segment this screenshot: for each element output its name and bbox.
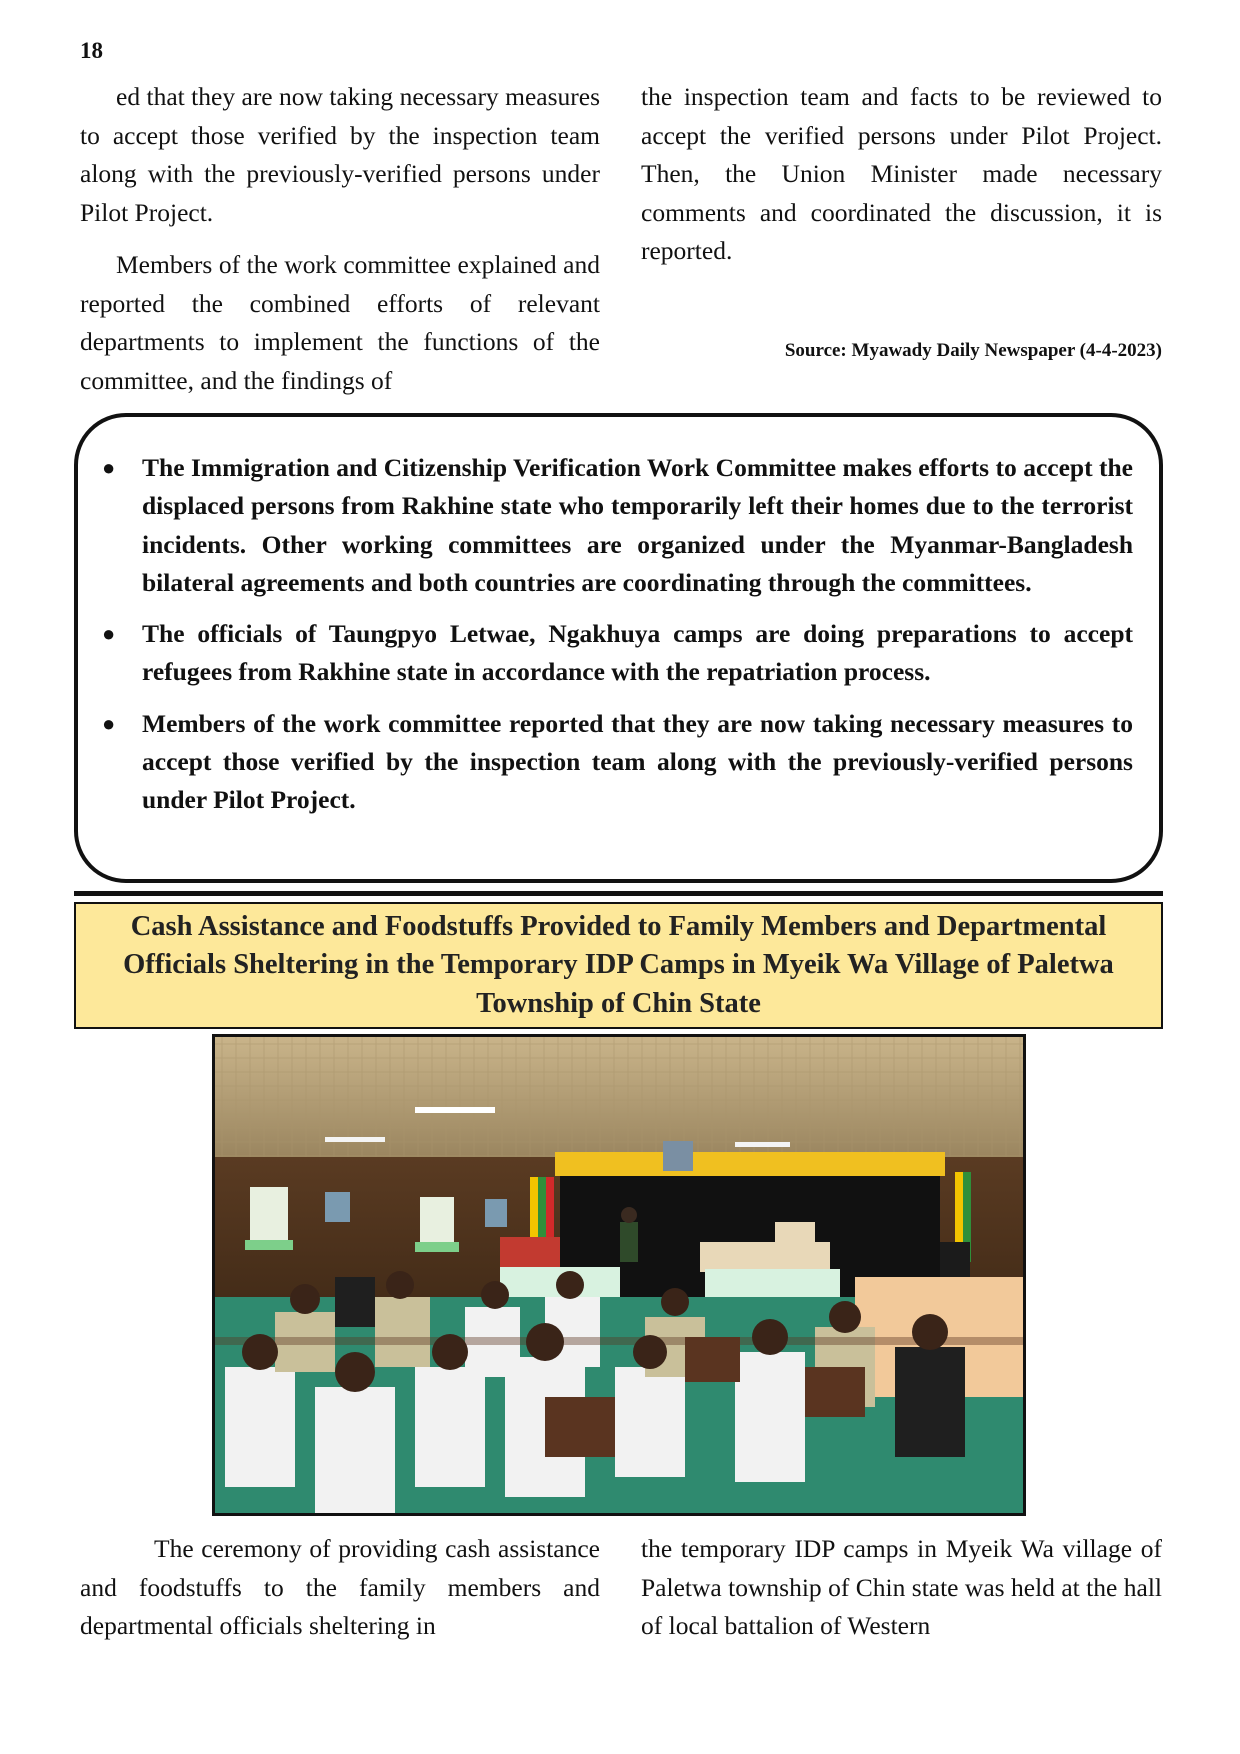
summary-box: [74, 413, 1163, 883]
summary-bullet: ● The Immigration and Citizenship Verification Work Committee makes efforts to accept the displaced persons from Rakhine state who temporarily left their homes due to the terrorist incidents. Other working committees are organized under the Myanmar-Bangladesh bilateral agreements and both countries are coordinating through the committees.: [142, 449, 1133, 602]
bullet-icon: ●: [102, 455, 116, 480]
section-divider: [74, 891, 1163, 896]
summary-bullet: ● Members of the work committee reported that they are now taking necessary measures to accept those verified by the inspection team along with the previously-verified persons under Pilot Project.: [142, 705, 1133, 820]
summary-list: [102, 449, 1133, 833]
page-number: 18: [80, 38, 103, 63]
summary-bullet: ● The officials of Taungpyo Letwae, Ngakhuya camps are doing preparations to accept refugees from Rakhine state in accordance with the repatriation process.: [142, 615, 1133, 692]
article-column-top-left: [80, 78, 600, 400]
paragraph: the inspection team and facts to be reviewed to accept the verified persons under Pilot Project. Then, the Union Minister made necessary comments and coordinated the discussion, it is reported.: [641, 82, 1162, 265]
article-column-top-right: [641, 78, 1162, 271]
bullet-icon: ●: [102, 710, 116, 736]
paragraph: the temporary IDP camps in Myeik Wa village of Paletwa township of Chin state was held at the hall of local battalion of Western: [641, 1534, 1162, 1640]
headline-box: [74, 902, 1163, 1029]
article-column-bottom-left: [80, 1530, 600, 1646]
article-headline: Cash Assistance and Foodstuffs Provided to Family Members and Departmental Officials Sheltering in the Temporary IDP Camps in Myeik Wa Village of Paletwa Township of Chin State: [123, 910, 1114, 1019]
source-credit: Source: Myawady Daily Newspaper (4-4-2023): [784, 340, 1162, 361]
bullet-icon: ●: [102, 621, 116, 647]
paragraph: The ceremony of providing cash assistance and foodstuffs to the family members and departmental officials sheltering in: [80, 1534, 600, 1640]
article-column-bottom-right: [641, 1530, 1162, 1646]
paragraph: Members of the work committee explained and reported the combined efforts of relevant departments to implement the functions of the committee, and the findings of: [80, 250, 600, 395]
paragraph: ed that they are now taking necessary measures to accept those verified by the inspection team along with the previously-verified persons under Pilot Project.: [80, 82, 600, 227]
ceremony-photo: [212, 1034, 1026, 1516]
